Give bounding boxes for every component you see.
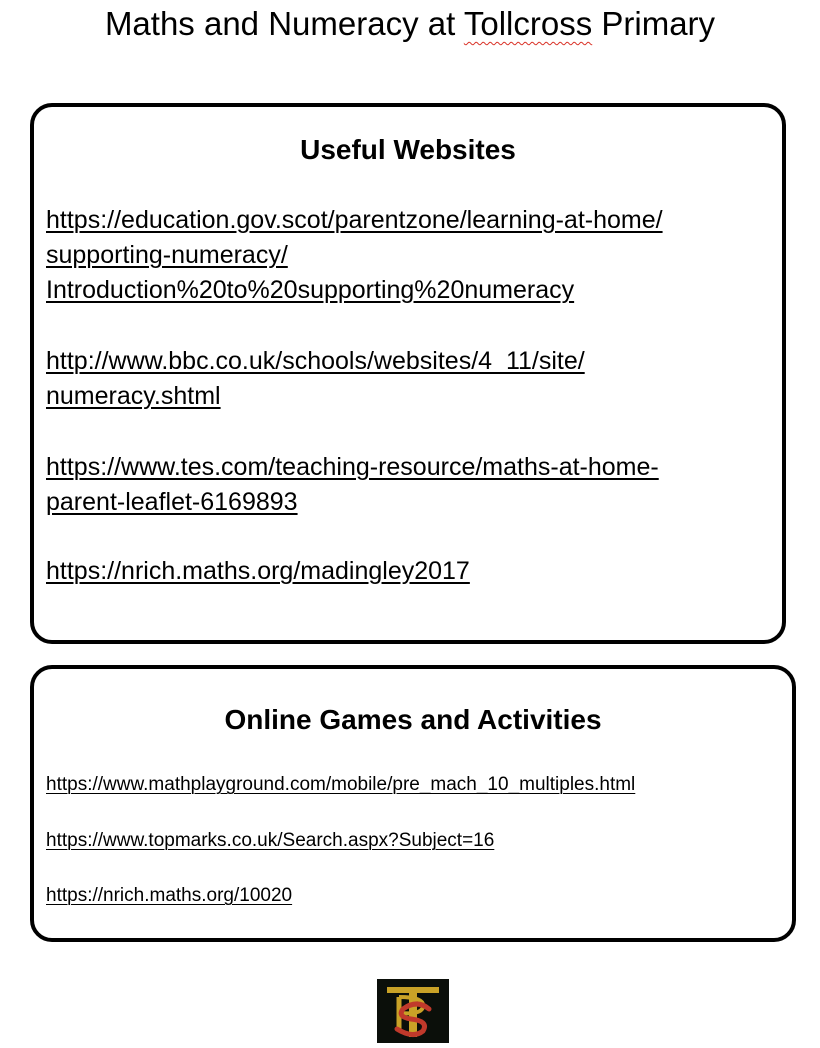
website-link-parentzone-line-3: Introduction%20to%20supporting%20numeracy bbox=[46, 276, 575, 304]
game-link-topmarks[interactable]: https://www.topmarks.co.uk/Search.aspx?Subject=16 bbox=[46, 830, 495, 851]
online-games-panel bbox=[30, 665, 796, 942]
website-link-tes[interactable] bbox=[46, 450, 659, 520]
website-link-tes-line-1: https://www.tes.com/teaching-resource/maths-at-home- bbox=[46, 453, 659, 481]
school-crest-icon bbox=[377, 979, 449, 1043]
school-crest-graphic bbox=[377, 979, 449, 1043]
useful-websites-heading: Useful Websites bbox=[300, 134, 516, 165]
page-title bbox=[0, 2, 820, 46]
website-link-bbc-line-1: http://www.bbc.co.uk/schools/websites/4_11/site/ bbox=[46, 347, 585, 375]
website-link-bbc-line-2: numeracy.shtml bbox=[46, 382, 221, 410]
website-link-parentzone-line-1: https://education.gov.scot/parentzone/learning-at-home/ bbox=[46, 206, 663, 234]
website-link-nrich-madingley-line-1: https://nrich.maths.org/madingley2017 bbox=[46, 557, 470, 585]
online-games-heading: Online Games and Activities bbox=[224, 704, 602, 735]
game-link-mathplayground[interactable]: https://www.mathplayground.com/mobile/pre_mach_10_multiples.html bbox=[46, 774, 636, 795]
page-title-part-1: Maths and Numeracy at bbox=[104, 5, 464, 42]
game-link-nrich[interactable]: https://nrich.maths.org/10020 bbox=[46, 885, 293, 906]
website-link-nrich-madingley[interactable] bbox=[46, 554, 470, 589]
page-title-part-2: Primary bbox=[592, 5, 716, 42]
website-link-parentzone[interactable] bbox=[46, 203, 663, 308]
website-link-bbc[interactable] bbox=[46, 344, 585, 414]
page-title-school-name: Tollcross bbox=[463, 5, 593, 42]
website-link-tes-line-2: parent-leaflet-6169893 bbox=[46, 488, 298, 516]
website-link-parentzone-line-2: supporting-numeracy/ bbox=[46, 241, 288, 269]
useful-websites-panel bbox=[30, 103, 786, 644]
